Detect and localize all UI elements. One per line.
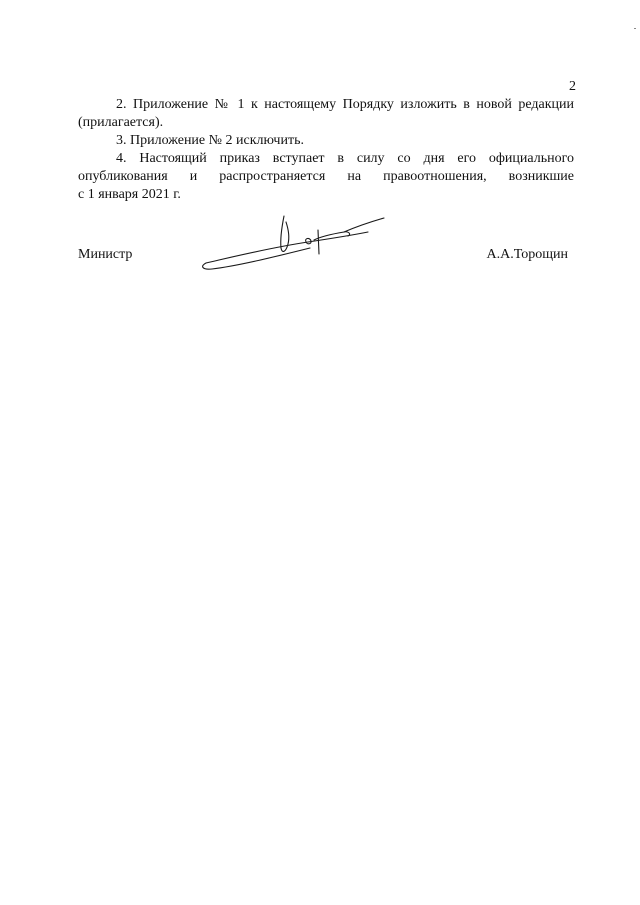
- paragraph-effective-date: [78, 150, 574, 204]
- paragraph-line: 2. Приложение № 1 к настоящему Порядку изложить в новой редакции: [116, 97, 574, 112]
- page-number: 2: [569, 79, 576, 94]
- handwritten-signature: [198, 208, 388, 278]
- paragraph-appendix-1: [78, 96, 574, 132]
- signature-row: [78, 246, 568, 266]
- scan-speck: [634, 28, 636, 29]
- paragraph-line: с 1 января 2021 г.: [78, 187, 181, 202]
- paragraph-appendix-2: [78, 132, 574, 150]
- signer-name: А.А.Торощин: [486, 247, 568, 262]
- paragraph-line: 4. Настоящий приказ вступает в силу со дня его официального: [116, 151, 574, 166]
- signer-position: Министр: [78, 247, 133, 262]
- signature-tail-stroke: [344, 218, 384, 232]
- paragraph-line: 3. Приложение № 2 исключить.: [116, 133, 304, 148]
- document-body: [78, 96, 574, 204]
- paragraph-line: опубликования и распространяется на правоотношения, возникшие: [78, 169, 574, 184]
- paragraph-line: (прилагается).: [78, 115, 164, 130]
